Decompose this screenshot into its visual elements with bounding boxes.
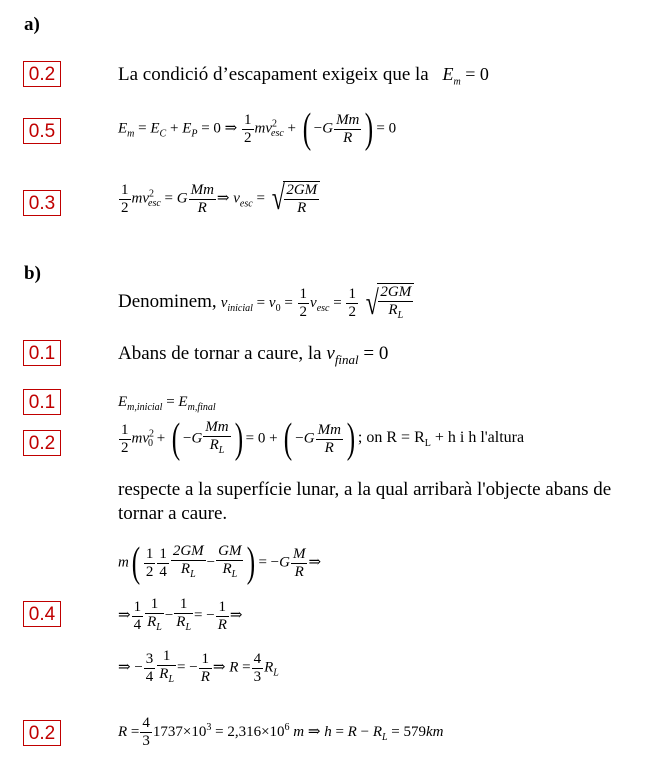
score-box: 0.2 bbox=[23, 61, 61, 87]
on-definition-text: ; on R = R bbox=[357, 429, 425, 447]
energy-symbol: E bbox=[442, 64, 454, 84]
solve-step-1: m( $\frac{1}{2}$ $\frac{1}{4}$ $\frac{2GM}{R_L}$ − $\frac{GM}{R_L}$ ) = −G $\frac{M}{R}$ ⇒ bbox=[118, 540, 322, 586]
section-b-label: b) bbox=[24, 263, 41, 284]
score-box: 0.1 bbox=[23, 340, 61, 366]
abans-text: Abans de tornar a caure, la bbox=[118, 343, 322, 364]
solve-step-2: ⇒ $\frac{1}{4}$ $\frac{1}{R_L}$ − $\frac{1}{R_L}$ = − $\frac{1}{R}$ ⇒ bbox=[118, 596, 243, 633]
velocity-subscript: final bbox=[334, 351, 359, 367]
escape-condition-line bbox=[118, 64, 489, 88]
energy-balance-equation: $\frac{1}{2}$ $mv^2_0$ + ( −G $\frac{Mm}{R_L}$ ) = 0 + ( −G $\frac{Mm}{R}$ ) ; on $R = R_L + h$ i h l'altura bbox=[121, 416, 525, 462]
energy-conservation-equation: $E_{m,inicial} = E_{m,final}$ bbox=[118, 394, 216, 413]
final-result-equation: R = $\frac{4}{3}$ $1737\times 10^3 = 2,316\times 10^6$ m ⇒ $h = R - R_L = 579km$ bbox=[118, 715, 444, 749]
denominem-text: Denominem, bbox=[118, 290, 217, 312]
velocity-value: = 0 bbox=[358, 343, 389, 364]
solve-step-3: ⇒ − $\frac{3}{4}$ $\frac{1}{R_L}$ = − $\frac{1}{R}$ ⇒ R = $\frac{4}{3}$ $R_L$ bbox=[118, 648, 279, 685]
score-box: 0.4 bbox=[23, 601, 61, 627]
altitude-paragraph: respecte a la superfície lunar, a la qual arribarà l'objecte abans de tornar a caure. bbox=[118, 479, 612, 524]
energy-value: = 0 bbox=[460, 64, 489, 84]
score-box: 0.3 bbox=[23, 190, 61, 216]
on-definition-rest: + h i h l'altura bbox=[430, 429, 525, 447]
score-box: 0.2 bbox=[23, 430, 61, 456]
score-box: 0.1 bbox=[23, 389, 61, 415]
score-box: 0.2 bbox=[23, 720, 61, 746]
energy-equation: $E_m = E_C + E_P = 0$ ⇒ $\frac{1}{2}$ $mv^2_{esc}$ + ( −G $\frac{Mm}{R}$ ) = 0 bbox=[118, 106, 397, 152]
velocity-symbol: v bbox=[326, 343, 335, 364]
section-a-label: a) bbox=[24, 14, 40, 35]
final-velocity-line bbox=[118, 343, 388, 368]
score-box: 0.5 bbox=[23, 118, 61, 144]
escape-condition-text: La condició d’escapament exigeix que la bbox=[118, 64, 429, 85]
energy-subscript: m bbox=[453, 76, 461, 88]
on-definition-subscript: L bbox=[424, 438, 431, 450]
escape-velocity-equation: $\frac{1}{2}$ $mv^2_{esc} = G$ $\frac{Mm}{R}$ ⇒ $v_{esc}$ = √ $\frac{2GM}{R}$ bbox=[118, 180, 320, 218]
initial-velocity-line: Denominem, $v_{inicial} = v_0$ = $\frac{1}{2}$ $v_{esc}$ = $\frac{1}{2}$ √ $\frac{2GM}{R_L}$ bbox=[118, 283, 414, 324]
